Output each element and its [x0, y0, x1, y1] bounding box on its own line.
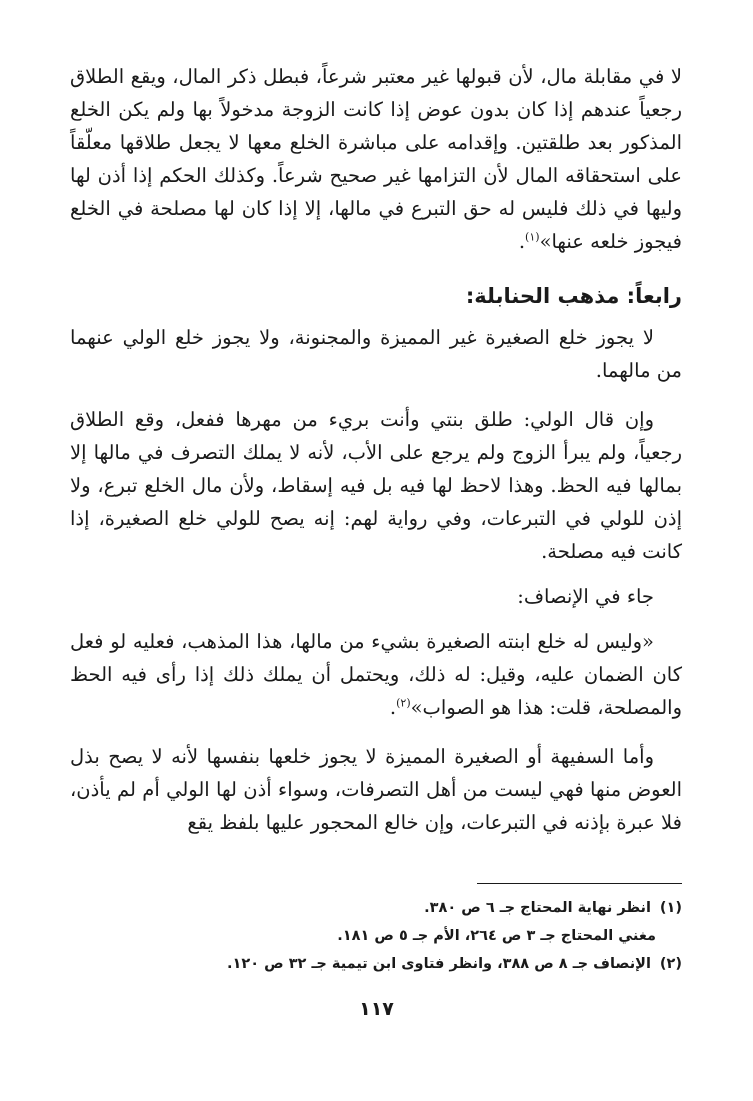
- paragraph-1-text: لا في مقابلة مال، لأن قبولها غير معتبر شرعاً، فبطل ذكر المال، ويقع الطلاق رجعياً عندهم إذا كان بدون عوض إذا كانت الزوجة مدخولاً بها ولم يكن الخلع المذكور بعد طلقتين. وإقدامه على مباشرة الخلع معها لا يجعل طلاقها معلّقاً على استحقاقه المال لأن التزامها غير صحيح شرعاً. وكذلك الحكم إذا أذن لها وليها في ذلك فليس له حق التبرع في مالها، إلا إذا كان لها مصلحة في الخلع فيجوز خلعه عنها»: [70, 65, 682, 253]
- paragraph-1: [70, 60, 682, 258]
- paragraph-1-end: .: [518, 230, 526, 253]
- footnotes: [70, 883, 682, 978]
- footnote-ref-1[interactable]: (١): [525, 230, 540, 244]
- paragraph-5: [70, 625, 682, 724]
- paragraph-5-text: «وليس له خلع ابنته الصغيرة بشيء من مالها، هذا المذهب، فعليه لو فعل كان الضمان عليه، وقيل: له ذلك، ويحتمل أن يملك ذلك إذا رأى فيه الحظ والمصلحة، قلت: هذا هو الصواب»: [70, 630, 682, 719]
- page-number: ١١٧: [359, 998, 394, 1020]
- footnote-1-continuation: مغني المحتاج جـ ٣ ص ٢٦٤، الأم جـ ٥ ص ١٨١.: [337, 928, 656, 944]
- footnote-2-number: (٢): [659, 956, 682, 972]
- paragraph-3: وإن قال الولي: طلق بنتي وأنت بريء من مهرها ففعل، وقع الطلاق رجعياً، ولم يبرأ الزوج ولم يرجع على الأب، لأنه لا يملك التصرف في مالها إلا بمالها فيه الحظ. وهذا لاحظ لها فيه بل فيه إسقاط، ولأن مال الخلع تبرع، ولا إذن للولي في التبرعات، وفي رواية لهم: إنه يصح للولي خلع الصغيرة، إذا كانت فيه مصلحة.: [70, 408, 682, 563]
- footnote-2-text: الإنصاف جـ ٨ ص ٣٨٨، وانظر فتاوى ابن تيمية جـ ٣٢ ص ١٢٠.: [227, 956, 651, 972]
- footnote-2: [70, 950, 682, 978]
- footnote-1-number: (١): [659, 900, 682, 916]
- main-text: [70, 60, 682, 839]
- footnote-divider: [477, 883, 682, 884]
- section-heading: رابعاً: مذهب الحنابلة:: [465, 284, 682, 308]
- paragraph-6: وأما السفيهة أو الصغيرة المميزة لا يجوز خلعها بنفسها لأنه لا يصح بذل العوض منها فهي ليست من أهل التصرفات، وسواء أذن لها الولي أم لم يأذن، فلا عبرة بإذنه في التبرعات، وإن خالع المحجور عليها بلفظ يقع: [70, 745, 682, 834]
- footnote-ref-2[interactable]: (٢): [396, 696, 411, 710]
- footnote-1-text: انظر نهاية المحتاج جـ ٦ ص ٣٨٠.: [424, 900, 651, 916]
- footnote-1: [70, 894, 682, 922]
- paragraph-5-end: .: [389, 696, 397, 719]
- paragraph-4: جاء في الإنصاف:: [517, 585, 654, 608]
- paragraph-2: لا يجوز خلع الصغيرة غير المميزة والمجنونة، ولا يجوز خلع الولي عنهما من مالهما.: [70, 326, 682, 382]
